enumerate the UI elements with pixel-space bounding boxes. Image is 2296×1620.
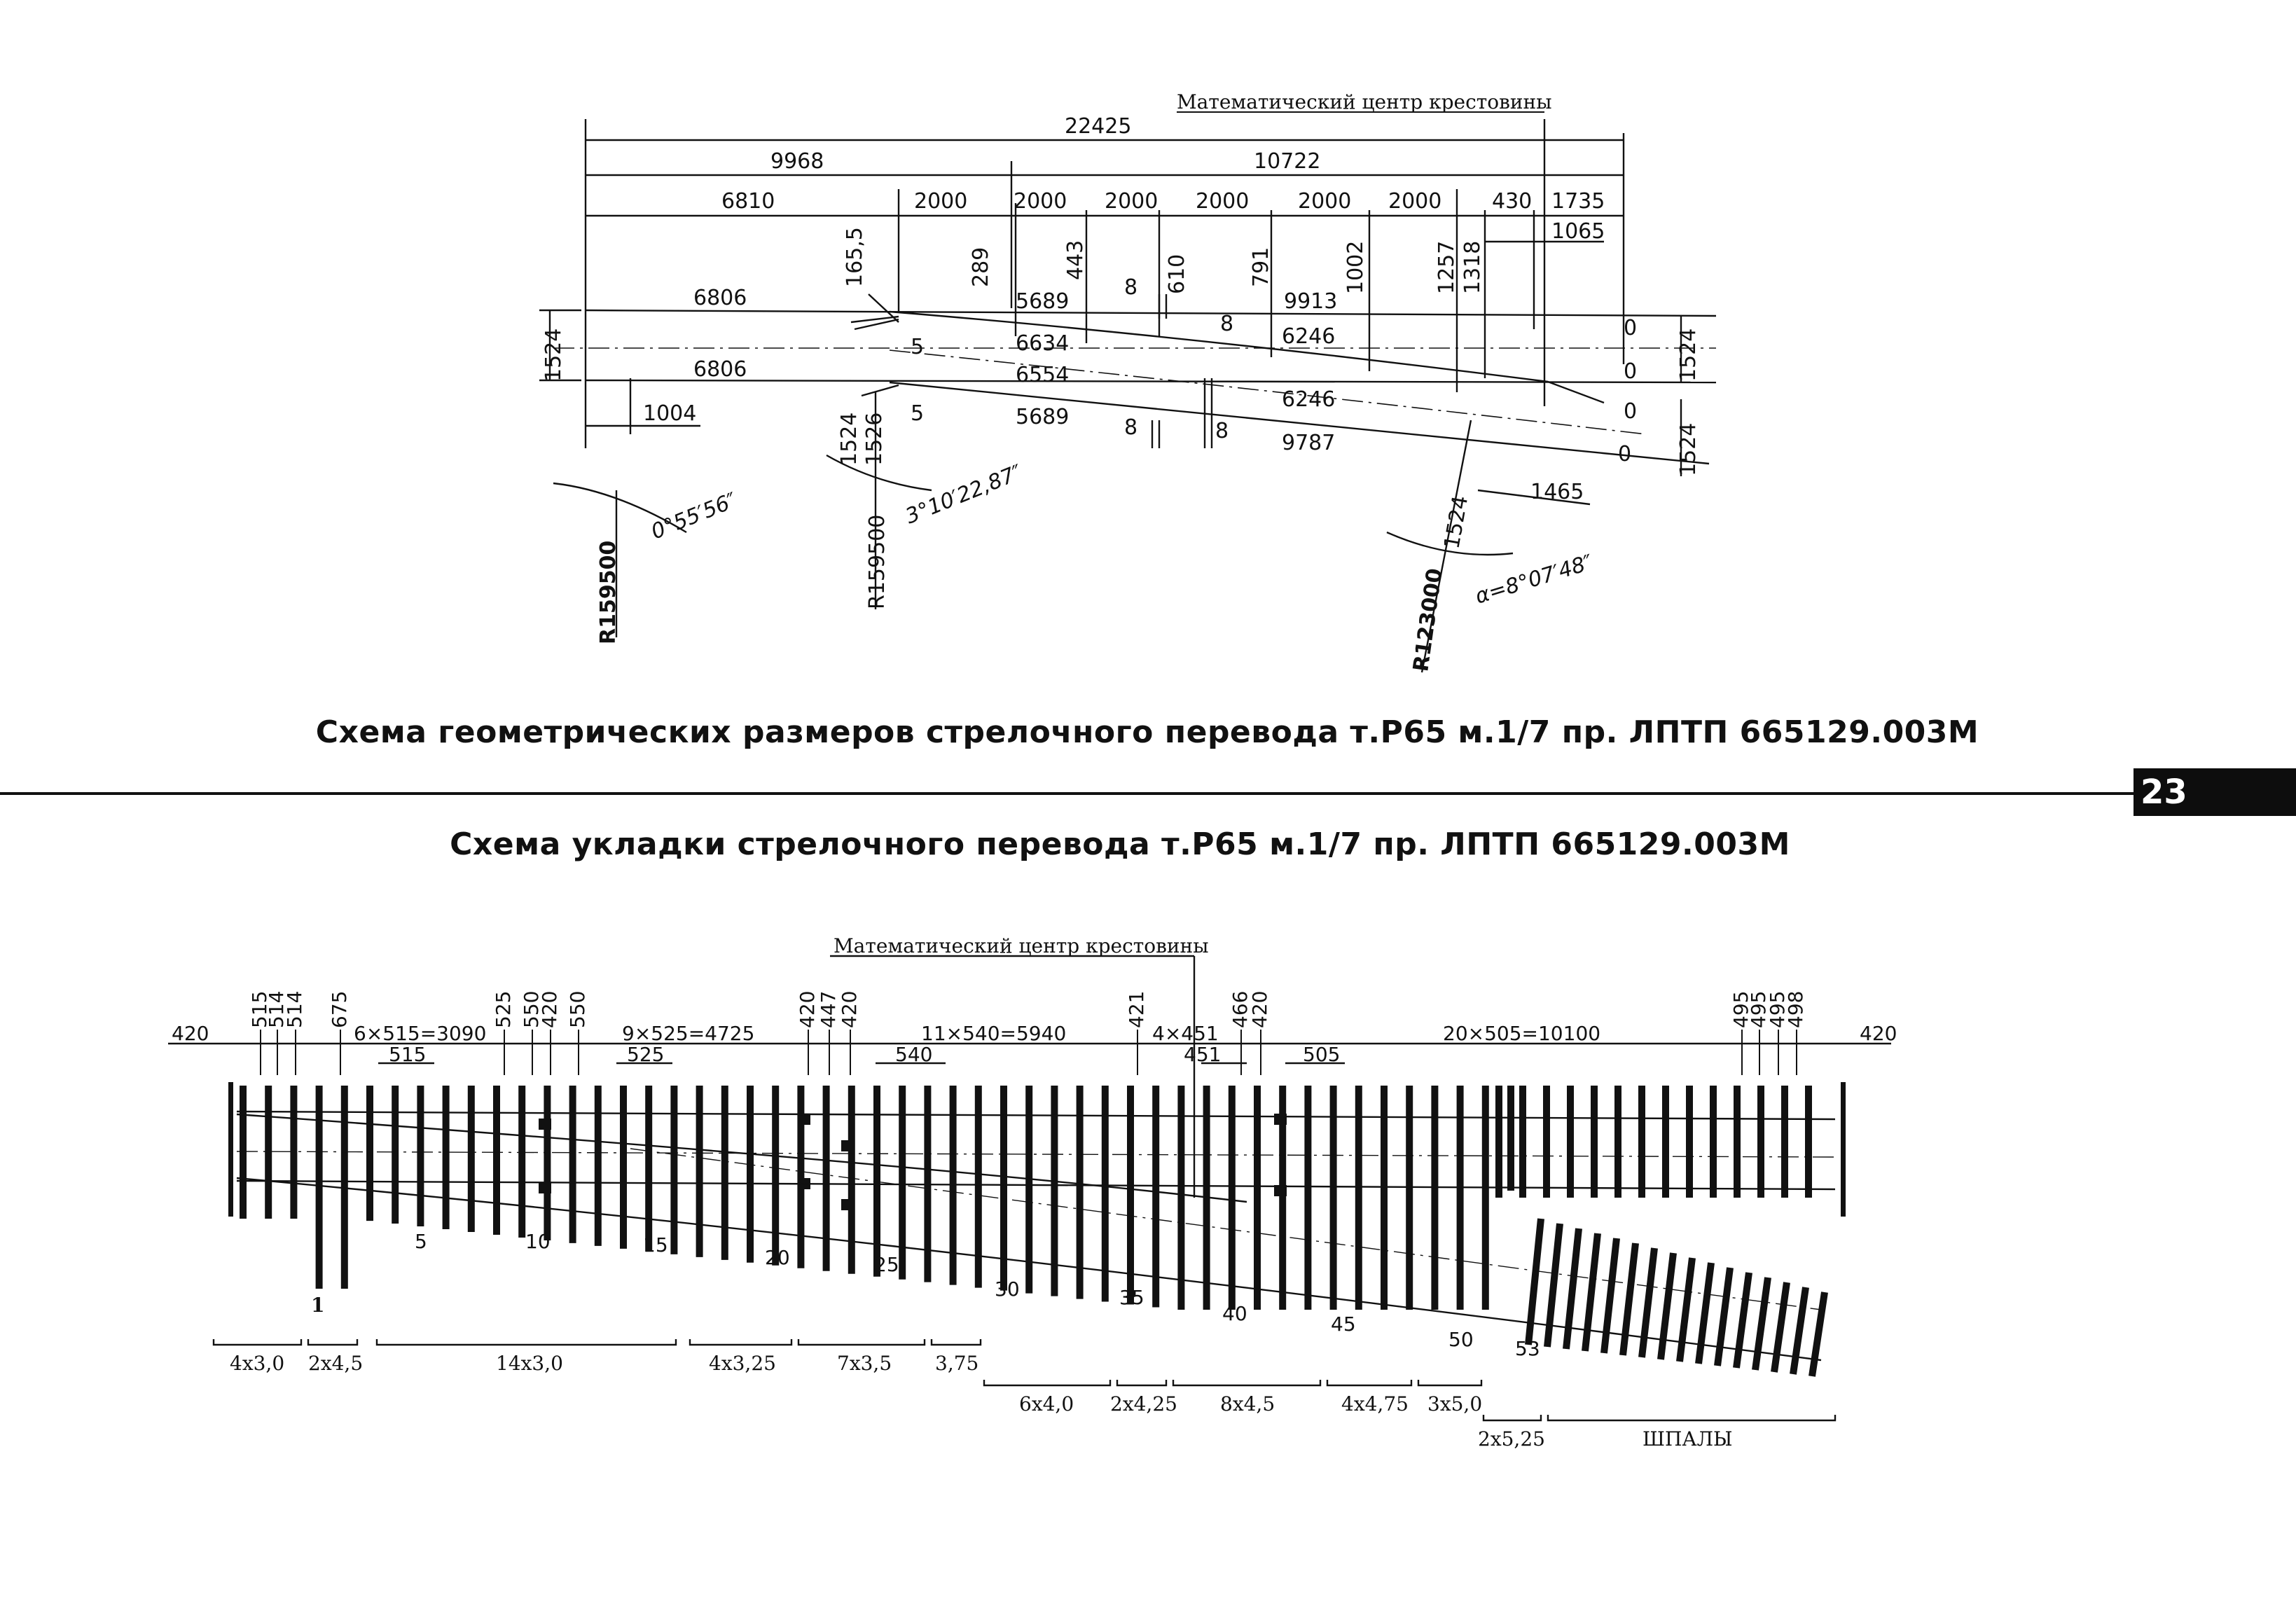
tie-group-4x4-75: 4х4,75 [1341,1392,1409,1415]
small-505: 505 [1303,1043,1341,1066]
sleeper-diverging [1585,1233,1598,1351]
tie-num-5: 5 [415,1230,427,1253]
zero-1: 0 [1624,316,1638,340]
top-spacing-420: 420 [538,990,561,1028]
rail-upper-6634: 6634 [1016,331,1070,356]
zero-3: 0 [1624,399,1638,424]
tie-num-10: 10 [525,1230,551,1253]
dim-1524-right: 1524 [1439,494,1474,551]
tie-num-45: 45 [1331,1313,1356,1336]
center-label-bottom: Математический центр крестовины [834,934,1209,957]
top-spacing-550: 550 [520,990,543,1028]
top-spacing-420: 420 [1248,990,1271,1028]
dim-2000-c: 2000 [1105,189,1159,214]
tie-num-1: 1 [311,1294,325,1317]
radius-r159500-a: R159500 [596,540,621,644]
tie-group-8x4-5: 8х4,5 [1220,1392,1275,1415]
small-8-b: 8 [1220,312,1234,336]
layout-labels [172,934,1897,1451]
top-spacing-447: 447 [817,990,840,1028]
left-end-420: 420 [172,1022,209,1045]
dim-10722: 10722 [1254,149,1321,174]
radius-r159500-b: R159500 [865,514,890,609]
vdim-443: 443 [1063,240,1088,280]
group-6x515: 6×515=3090 [354,1022,487,1045]
group-11x540: 11×540=5940 [921,1022,1067,1045]
rail-lower-5689: 5689 [1016,405,1070,429]
top-spacing-466: 466 [1229,990,1252,1028]
sleeper-diverging [1717,1268,1730,1366]
small-525: 525 [627,1043,665,1066]
tie-group-3x5-0: 3х5,0 [1427,1392,1483,1415]
vdim-610: 610 [1165,254,1189,294]
right-gauge-1524-a: 1524 [1676,328,1701,382]
tie-group-4x3-25: 4х3,25 [709,1352,776,1375]
rail-upper-6806: 6806 [693,286,747,310]
zero-2: 0 [1624,359,1638,384]
small-8-d: 8 [1215,419,1229,443]
left-gauge-1524: 1524 [541,328,566,382]
sleeper-diverging [1736,1273,1749,1368]
top-spacing-420: 420 [838,990,861,1028]
rail-lower-9787: 9787 [1282,431,1336,455]
vdim-791: 791 [1249,247,1273,287]
tie-group-14x3-0: 14х3,0 [496,1352,563,1375]
tie-num-20: 20 [765,1246,790,1269]
top-spacing-514: 514 [283,990,306,1028]
small-5-a: 5 [911,335,925,359]
vdim-1002: 1002 [1343,240,1368,294]
sleepers-group [243,1086,1825,1376]
top-spacing-675: 675 [328,990,351,1028]
dim-430: 430 [1492,189,1533,214]
sleeper-diverging [1755,1278,1768,1370]
small-451: 451 [1184,1043,1222,1066]
top-spacing-498: 498 [1784,990,1807,1028]
top-spacing-421: 421 [1125,990,1148,1028]
top-spacing-495: 495 [1747,990,1770,1028]
dim-1004: 1004 [643,401,697,426]
top-spacing-550: 550 [566,990,589,1028]
small-540: 540 [895,1043,933,1066]
page-number-badge [2134,768,2296,816]
tie-num-53: 53 [1515,1337,1540,1360]
rail-upper-9913: 9913 [1284,289,1338,314]
sleeper-diverging [1566,1228,1579,1349]
sleeper-diverging [1623,1243,1635,1355]
tie-group-shpaly: ШПАЛЫ [1643,1427,1733,1451]
tie-group-2x4-25: 2х4,25 [1110,1392,1177,1415]
right-gauge-1524-b: 1524 [1676,422,1701,476]
vdim-1318: 1318 [1460,240,1485,294]
small-5-b: 5 [911,401,925,426]
rail-lower-6246: 6246 [1282,387,1336,412]
dim-2000-f: 2000 [1388,189,1442,214]
group-20x505: 20×505=10100 [1443,1022,1601,1045]
rail-upper-5689: 5689 [1016,289,1070,314]
sleeper-diverging [1604,1238,1617,1353]
small-8-a: 8 [1124,275,1138,300]
group-9x525: 9×525=4725 [622,1022,755,1045]
tie-group-6x4-0: 6х4,0 [1019,1392,1074,1415]
vdim-289: 289 [969,247,993,287]
top-spacing-514: 514 [265,990,288,1028]
tie-num-35: 35 [1119,1286,1144,1309]
center-label-top: Математический центр крестовины [1177,90,1552,113]
dim-1524-left: 1524 [837,412,862,466]
tie-group-7x3-5: 7х3,5 [837,1352,892,1375]
sleeper-diverging [1812,1292,1825,1376]
zero-4: 0 [1618,442,1632,466]
right-end-420: 420 [1860,1022,1897,1045]
dim-6810: 6810 [721,189,775,214]
vdim-1257: 1257 [1434,240,1459,294]
radius-r123000: R123000 [1409,567,1448,674]
top-spacing-495: 495 [1766,990,1789,1028]
vdim-165-5: 165,5 [843,227,867,287]
tie-num-50: 50 [1448,1328,1474,1351]
sleeper-diverging [1793,1287,1806,1374]
dim-1735: 1735 [1551,189,1605,214]
dim-9968: 9968 [770,149,824,174]
small-515: 515 [389,1043,427,1066]
sleeper-diverging [1547,1224,1560,1347]
angle-0-55-56: 0°55′56″ [647,487,741,545]
tie-num-30: 30 [995,1278,1020,1301]
tie-group-2x5-25: 2х5,25 [1478,1427,1545,1451]
dim-1065: 1065 [1551,219,1605,244]
rail-upper-6246: 6246 [1282,324,1336,349]
sleeper-diverging [1699,1263,1711,1364]
sleeper-diverging [1661,1253,1673,1359]
dim-2000-a: 2000 [914,189,968,214]
top-spacing-525: 525 [492,990,515,1028]
tie-group-4x3-0: 4х3,0 [230,1352,285,1375]
dim-22425: 22425 [1065,114,1132,139]
rail-lower-6806: 6806 [693,357,747,382]
top-spacing-495: 495 [1729,990,1752,1028]
tie-num-40: 40 [1222,1302,1247,1325]
dim-1465: 1465 [1530,480,1584,504]
tie-group-2x4-5: 2х4,5 [308,1352,364,1375]
tie-num-15: 15 [643,1233,668,1256]
dim-2000-e: 2000 [1298,189,1352,214]
page-number: 23 [2141,773,2187,812]
dim-2000-b: 2000 [1014,189,1067,214]
sleeper-diverging [1774,1282,1787,1372]
dim-2000-d: 2000 [1196,189,1250,214]
sleeper-diverging [1680,1258,1692,1362]
group-4x451: 4×451 [1152,1022,1219,1045]
sleeper-diverging [1642,1248,1654,1357]
divider-line [0,792,2136,795]
layout-heading: Схема укладки стрелочного перевода т.Р65 м.1/7 пр. ЛПТП 665129.003М [450,826,1790,862]
top-spacing-420: 420 [796,990,819,1028]
tie-num-25: 25 [874,1253,899,1276]
tie-group-3-75: 3,75 [935,1352,979,1375]
dim-1526-left: 1526 [862,412,887,466]
geometry-heading: Схема геометрических размеров стрелочного перевода т.Р65 м.1/7 пр. ЛПТП 665129.003М [315,714,1979,750]
angle-3-10: 3°10′22,87″ [901,459,1026,529]
small-8-c: 8 [1124,415,1138,440]
sleeper-diverging [1528,1219,1541,1345]
top-spacing-515: 515 [248,990,271,1028]
angle-alpha: α=8°07′48″ [1472,550,1596,609]
rail-lower-6554: 6554 [1016,363,1070,387]
